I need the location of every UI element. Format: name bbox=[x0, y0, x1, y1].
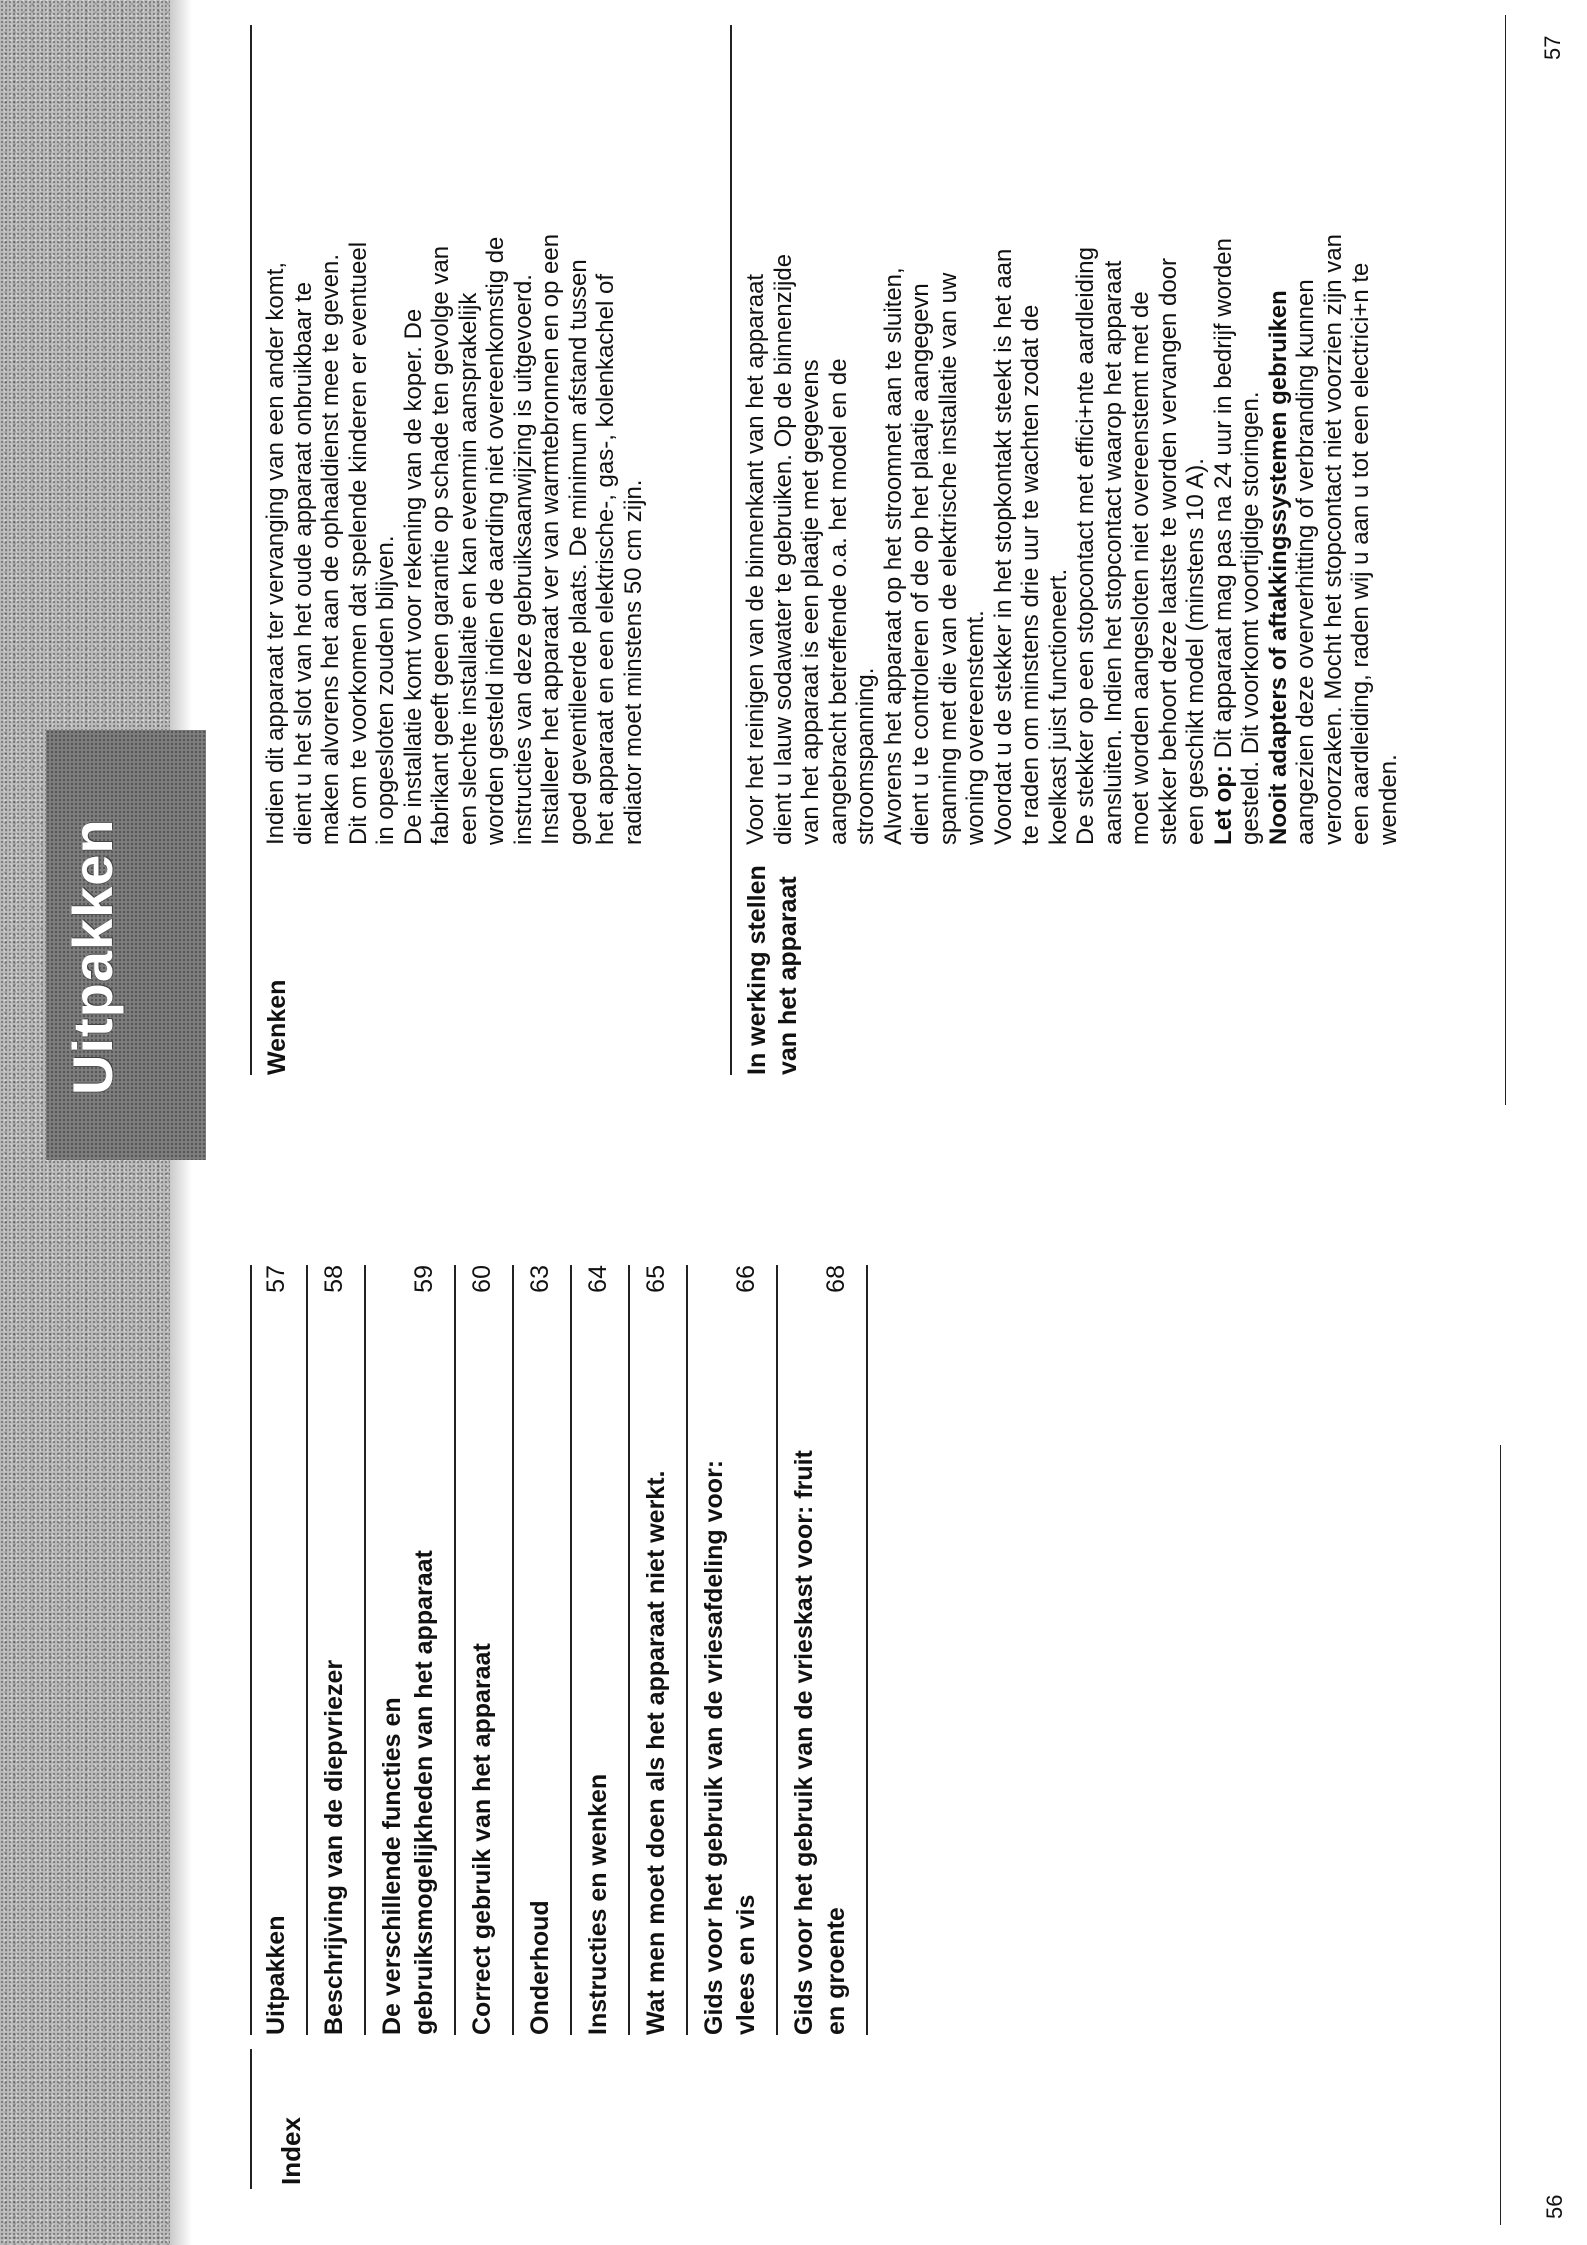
wenken-top-rule bbox=[250, 25, 252, 1075]
page-number-right: 57 bbox=[1540, 35, 1565, 60]
werking-line: te raden om minstens drie uur te wachten zodat de bbox=[1017, 304, 1044, 845]
werking-heading bbox=[742, 865, 804, 1075]
werking-line: veroorzaken. Mocht het stopcontact niet voorzien zijn van bbox=[1319, 234, 1347, 845]
right-footer-rule bbox=[1505, 15, 1506, 1105]
wenken-line: dient u het slot van het oude apparaat onbruikbaar te bbox=[289, 281, 317, 845]
index-item-label: Beschrijving van de diepvriezer bbox=[320, 1659, 348, 2035]
index-item-label: Gids voor het gebruik van de vriesafdeling voor: vlees en vis bbox=[700, 1459, 760, 2035]
wenken-line: maken alvorens het aan de ophaaldienst mee te geven. bbox=[317, 253, 344, 845]
werking-line: spanning met die van de elektrische installatie van uw bbox=[934, 272, 962, 845]
letop-label: Let op: bbox=[1209, 765, 1237, 845]
werking-line: Alvorens het apparaat op het stroomnet aan te sluiten, bbox=[879, 267, 907, 845]
index-item[interactable] bbox=[572, 1265, 630, 2035]
index-item-page: 59 bbox=[410, 1265, 438, 1293]
index-item-label: Gids voor het gebruik van de vrieskast voor: fruit en groente bbox=[790, 1450, 850, 2035]
index-head-rule bbox=[250, 2049, 252, 2189]
letop-text: Dit apparaat mag pas na 24 uur in bedrijf worden bbox=[1209, 238, 1237, 766]
wenken-line: fabrikant geeft geen garantie op schade ten gevolge van bbox=[427, 245, 454, 845]
werking-line: een geschikt model (minstens 10 A). bbox=[1182, 458, 1209, 845]
index-item-page: 68 bbox=[822, 1265, 850, 1293]
index-item-page: 58 bbox=[320, 1265, 348, 1293]
werking-line: aangebracht betreffende o.a. het model en de bbox=[824, 358, 852, 845]
werking-line: dient u lauw sodawater te gebruiken. Op de binnenzijde bbox=[769, 253, 797, 845]
wenken-line: het apparaat en een elektrische-, gas-, kolenkachel of bbox=[592, 273, 619, 845]
wenken-line: Installeer het apparaat ver van warmtebronnen en op een bbox=[537, 233, 564, 845]
nooit-warning: Nooit adapters of aftakkingssystemen gebruiken bbox=[1264, 290, 1292, 845]
werking-line: aangezien deze oververhitting of verbranding kunnen bbox=[1292, 279, 1319, 845]
werking-line: moet worden aangesloten niet overeenstemt met de bbox=[1127, 291, 1154, 845]
werking-line: stroomspanning. bbox=[852, 667, 879, 845]
wenken-line: Dit om te voorkomen dat spelende kinderen er eventueel bbox=[344, 241, 372, 845]
index-item-page: 64 bbox=[584, 1265, 612, 1293]
index-item-label: Instructies en wenken bbox=[584, 1773, 612, 2035]
wenken-line: in opgesloten zouden blijven. bbox=[372, 535, 399, 845]
werking-top-rule bbox=[730, 25, 732, 1075]
index-item-page: 60 bbox=[468, 1265, 496, 1293]
index-item-label: Onderhoud bbox=[526, 1900, 554, 2035]
werking-line: stekker behoort deze laatste te worden vervangen door bbox=[1154, 257, 1182, 845]
werking-body bbox=[742, 45, 1402, 845]
index-item[interactable] bbox=[250, 1265, 308, 2035]
werking-line: een aardleiding, raden wij u aan u tot een electrici+n te bbox=[1347, 262, 1374, 845]
index-item-label: Wat men moet doen als het apparaat niet werkt. bbox=[642, 1470, 670, 2035]
index-item[interactable] bbox=[778, 1265, 868, 2035]
index-item-label: Uitpakken bbox=[262, 1915, 290, 2035]
index-item[interactable] bbox=[514, 1265, 572, 2035]
werking-line: gesteld. Dit voorkomt voortijdige storingen. bbox=[1237, 391, 1264, 845]
werking-line: De stekker op een stopcontact met effici+nte aardleiding bbox=[1072, 247, 1099, 845]
nooit-line bbox=[1265, 45, 1293, 845]
index-item-label: Correct gebruik van het apparaat bbox=[468, 1643, 496, 2035]
wenken-line: radiator moet minstens 50 cm zijn. bbox=[619, 479, 647, 845]
wenken-line: Indien dit apparaat ter vervanging van een ander komt, bbox=[262, 261, 289, 845]
index-item-page: 63 bbox=[526, 1265, 554, 1293]
werking-line: van het apparaat is een plaatje met gegevens bbox=[797, 359, 824, 845]
werking-line: Voor het reinigen van de binnenkant van het apparaat bbox=[742, 273, 769, 845]
werking-line: dient u te controleren of de op het plaatje aangegevn bbox=[907, 283, 934, 845]
page-number-left: 56 bbox=[1542, 2194, 1567, 2219]
index-heading: Index bbox=[276, 2117, 306, 2185]
werking-line: Voordat u de stekker in het stopkontakt steekt is het aan bbox=[989, 248, 1017, 845]
index-list bbox=[250, 1265, 868, 2035]
index-item-page: 65 bbox=[642, 1265, 670, 1293]
index-item[interactable] bbox=[688, 1265, 778, 2035]
index-item[interactable] bbox=[630, 1265, 688, 2035]
werking-line: aansluiten. Indien het stopcontact waarop het apparaat bbox=[1099, 260, 1127, 845]
werking-line: koelkast juist functioneert. bbox=[1044, 568, 1072, 845]
wenken-line: instructies van deze gebruiksaanwijzing is uitgevoerd. bbox=[509, 274, 537, 845]
wenken-line: worden gesteld indien de aarding niet overeenkomstig de bbox=[482, 236, 509, 845]
index-item-label: De verschillende functies en gebruiksmogelijkheden van het apparaat bbox=[378, 1550, 438, 2035]
left-footer-rule bbox=[1500, 1445, 1501, 2225]
index-item[interactable] bbox=[456, 1265, 514, 2035]
index-item-page: 66 bbox=[732, 1265, 760, 1293]
werking-line: woning overeenstemt. bbox=[962, 610, 989, 845]
page-title: Uitpakken bbox=[61, 818, 124, 1095]
letop-line bbox=[1210, 45, 1238, 845]
werking-line: wenden. bbox=[1374, 754, 1402, 845]
wenken-body bbox=[262, 45, 647, 845]
werking-heading-line: van het apparaat bbox=[774, 876, 802, 1075]
werking-heading-line: In werking stellen bbox=[743, 865, 771, 1075]
wenken-heading: Wenken bbox=[263, 979, 291, 1075]
index-item[interactable] bbox=[366, 1265, 456, 2035]
index-item[interactable] bbox=[308, 1265, 366, 2035]
wenken-line: een slechte installatie en kan evenmin aansprakelijk bbox=[454, 292, 482, 845]
wenken-line: goed geventileerde plaats. De minimum afstand tussen bbox=[564, 259, 592, 845]
wenken-line: De installatie komt voor rekening van de koper. De bbox=[399, 308, 427, 845]
index-item-page: 57 bbox=[262, 1265, 290, 1293]
